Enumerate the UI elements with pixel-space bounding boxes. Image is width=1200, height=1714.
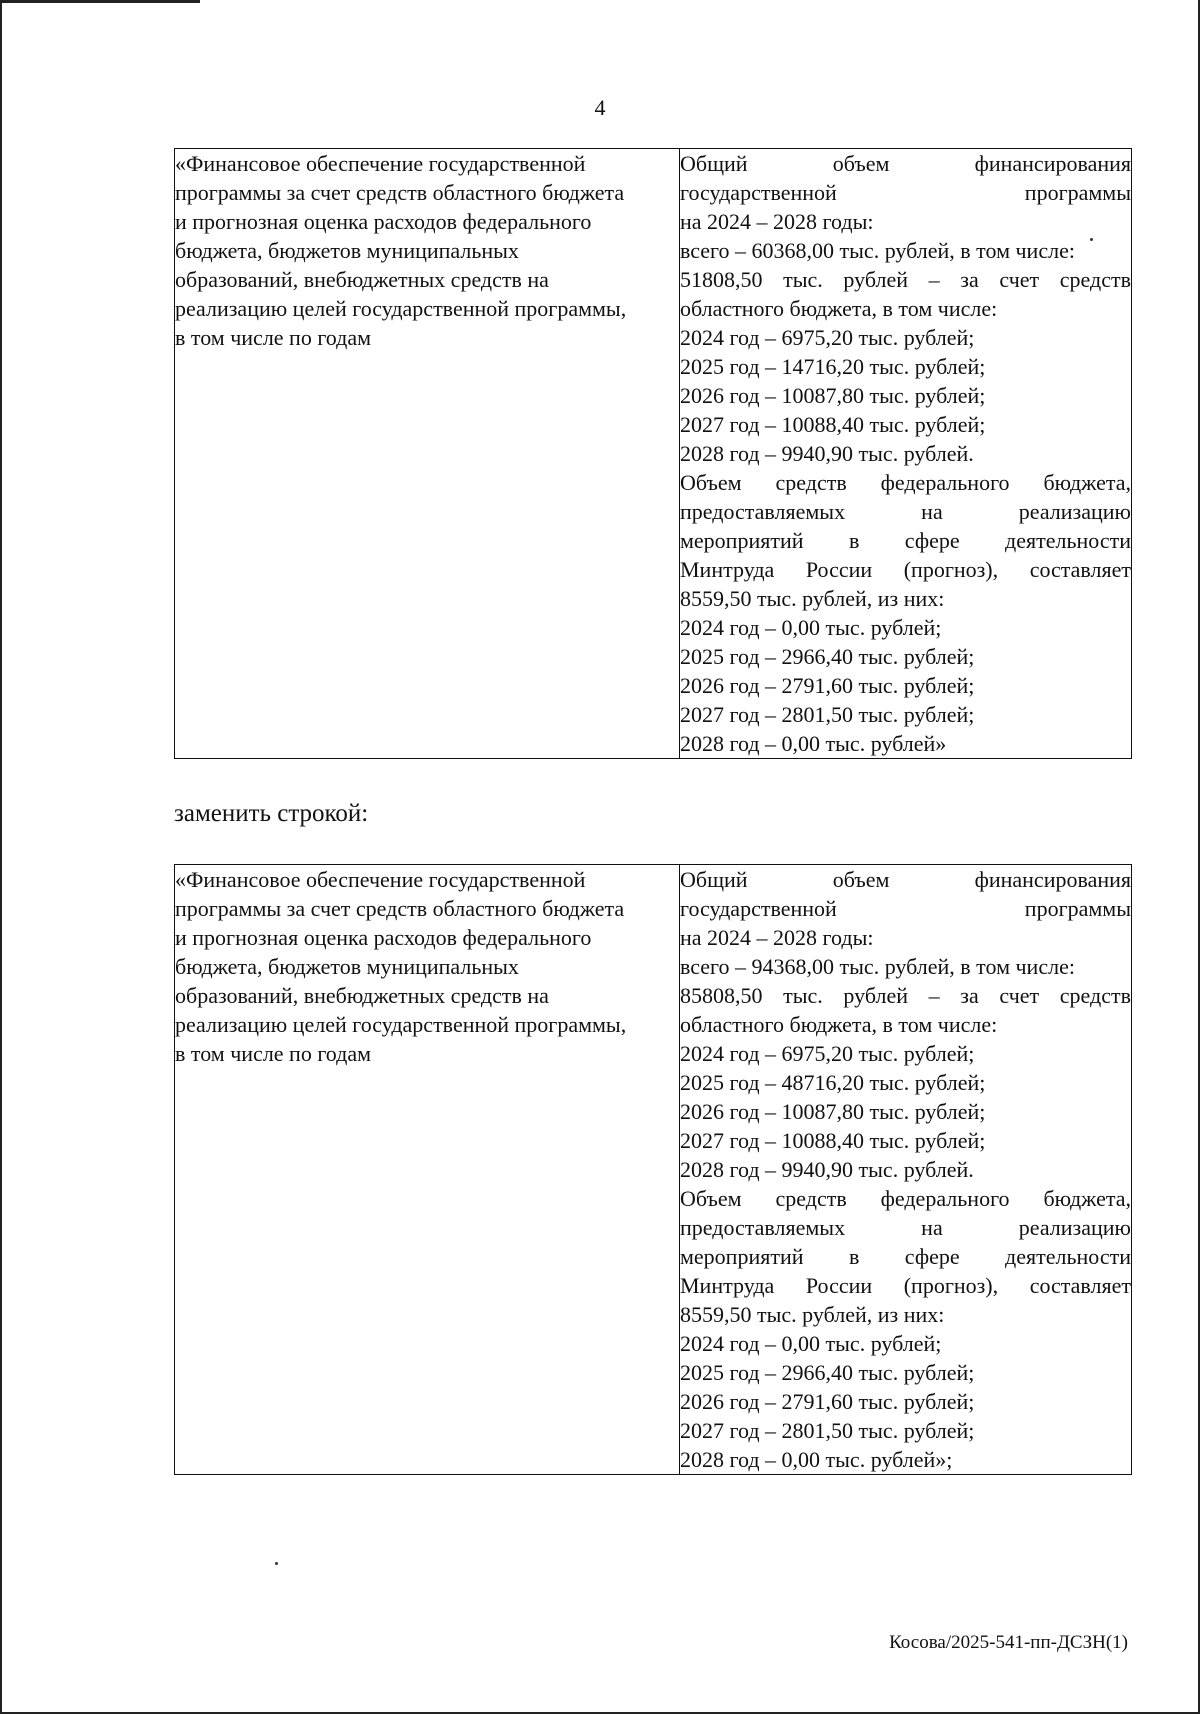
new-value-line: всего – 94368,00 тыс. рублей, в том числе: [680,954,1075,979]
old-value-line: 2026 год – 2791,60 тыс. рублей; [680,673,975,698]
new-value-line: государственной программы [680,896,1131,921]
new-value-line: 85808,50 тыс. рублей – за счет средств [680,983,1131,1008]
old-label-line: реализацию целей государственной программы, [175,296,627,321]
new-value-line: 2025 год – 2966,40 тыс. рублей; [680,1360,975,1385]
new-value-line: 2028 год – 0,00 тыс. рублей»; [680,1447,953,1472]
old-label-line: «Финансовое обеспечение государственной [175,151,586,176]
old-value-line: 8559,50 тыс. рублей, из них: [680,586,945,611]
old-value-line: Объем средств федерального бюджета, [680,470,1131,495]
scan-border-left [0,0,2,1714]
old-label-line: и прогнозная оценка расходов федерального [175,209,592,234]
page-number: 4 [594,95,606,120]
new-value-line: предоставляемых на реализацию [680,1215,1131,1240]
old-value-line: всего – 60368,00 тыс. рублей, в том числе: [680,238,1075,263]
old-label-line: в том числе по годам [175,325,372,350]
old-value-line: Общий объем финансирования [680,151,1131,176]
old-value-line: на 2024 – 2028 годы: [680,209,874,234]
new-value-line: 2028 год – 9940,90 тыс. рублей. [680,1157,974,1182]
old-value-line: мероприятий в сфере деятельности [680,528,1131,553]
old-value-line: 2024 год – 0,00 тыс. рублей; [680,615,942,640]
new-value-line: 2027 год – 10088,40 тыс. рублей; [680,1128,986,1153]
new-value-line: мероприятий в сфере деятельности [680,1244,1131,1269]
new-label-line: «Финансовое обеспечение государственной [175,867,586,892]
old-row-label-cell [175,149,680,759]
old-value-line: 2024 год – 6975,20 тыс. рублей; [680,325,975,350]
new-label-line: в том числе по годам [175,1041,372,1066]
old-value-line: 2027 год – 10088,40 тыс. рублей; [680,412,986,437]
new-label-line: программы за счет средств областного бюджета [175,896,625,921]
old-value-line: 2025 год – 2966,40 тыс. рублей; [680,644,975,669]
old-label-line: программы за счет средств областного бюджета [175,180,625,205]
old-value-line: государственной программы [680,180,1131,205]
new-value-line: 2024 год – 0,00 тыс. рублей; [680,1331,942,1356]
new-label-line: бюджета, бюджетов муниципальных [175,954,519,979]
old-financing-table [174,148,1132,759]
new-financing-row [175,865,1132,1475]
old-value-line: 51808,50 тыс. рублей – за счет средств [680,267,1131,292]
new-label-line: реализацию целей государственной программы, [175,1012,627,1037]
old-financing-row [175,149,1132,759]
document-code: Косова/2025-541-пп-ДСЗН(1) [889,1632,1128,1653]
old-value-line: 2028 год – 0,00 тыс. рублей» [680,731,947,756]
old-label-line: образований, внебюджетных средств на [175,267,549,292]
new-value-line: 2027 год – 2801,50 тыс. рублей; [680,1418,975,1443]
old-value-line: 2026 год – 10087,80 тыс. рублей; [680,383,986,408]
new-financing-table [174,864,1132,1475]
new-row-value-cell [680,865,1132,1475]
new-label-line: образований, внебюджетных средств на [175,983,549,1008]
new-value-line: 2026 год – 10087,80 тыс. рублей; [680,1099,986,1124]
new-value-line: 2024 год – 6975,20 тыс. рублей; [680,1041,975,1066]
new-value-line: Минтруда России (прогноз), составляет [680,1273,1131,1298]
old-value-line: 2027 год – 2801,50 тыс. рублей; [680,702,975,727]
new-value-line: Общий объем финансирования [680,867,1131,892]
new-value-line: Объем средств федерального бюджета, [680,1186,1131,1211]
old-row-value-cell [680,149,1132,759]
scan-speck [1090,238,1093,241]
old-value-line: Минтруда России (прогноз), составляет [680,557,1131,582]
old-value-line: предоставляемых на реализацию [680,499,1131,524]
old-value-line: 2025 год – 14716,20 тыс. рублей; [680,354,986,379]
new-value-line: областного бюджета, в том числе: [680,1012,998,1037]
scan-speck [275,1562,278,1565]
new-value-line: 2026 год – 2791,60 тыс. рублей; [680,1389,975,1414]
new-row-label-cell [175,865,680,1475]
old-value-line: 2028 год – 9940,90 тыс. рублей. [680,441,974,466]
new-value-line: на 2024 – 2028 годы: [680,925,874,950]
scan-edge-mark [0,0,200,3]
new-value-line: 2025 год – 48716,20 тыс. рублей; [680,1070,986,1095]
replace-heading: заменить строкой: [174,800,369,827]
old-label-line: бюджета, бюджетов муниципальных [175,238,519,263]
new-value-line: 8559,50 тыс. рублей, из них: [680,1302,945,1327]
new-label-line: и прогнозная оценка расходов федерального [175,925,592,950]
old-value-line: областного бюджета, в том числе: [680,296,998,321]
